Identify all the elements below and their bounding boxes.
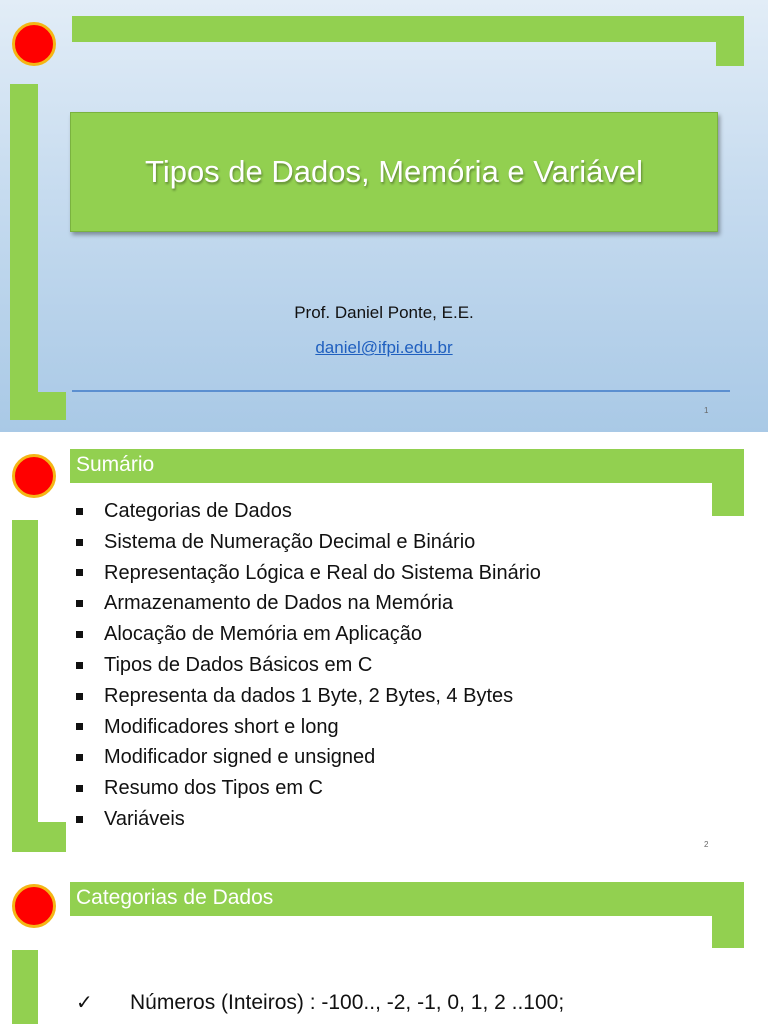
square-bullet-icon xyxy=(76,662,83,669)
slide-heading: Sumário xyxy=(76,453,155,476)
square-bullet-icon xyxy=(76,569,83,576)
square-bullet-icon xyxy=(76,508,83,515)
list-item: Representação Lógica e Real do Sistema Binário xyxy=(76,558,541,589)
top-right-green-bracket xyxy=(716,16,744,66)
left-green-bar xyxy=(10,84,38,420)
summary-slide xyxy=(0,436,768,856)
top-right-green-bracket xyxy=(712,449,744,516)
left-green-bar xyxy=(12,520,38,852)
checkmark-icon: ✓ xyxy=(76,992,93,1014)
bottom-left-green-bracket xyxy=(12,822,66,852)
page-number: 2 xyxy=(704,840,709,849)
list-item: Modificador signed e unsigned xyxy=(76,742,541,773)
list-item: Representa da dados 1 Byte, 2 Bytes, 4 Bytes xyxy=(76,681,541,712)
square-bullet-icon xyxy=(76,785,83,792)
square-bullet-icon xyxy=(76,631,83,638)
header-green-bar xyxy=(70,449,744,483)
list-item: Alocação de Memória em Aplicação xyxy=(76,619,541,650)
square-bullet-icon xyxy=(76,539,83,546)
list-item: Resumo dos Tipos em C xyxy=(76,773,541,804)
square-bullet-icon xyxy=(76,723,83,730)
list-item: Sistema de Numeração Decimal e Binário xyxy=(76,527,541,558)
list-item: Variáveis xyxy=(76,804,541,835)
list-item: ✓ Números (Inteiros) : -100.., -2, -1, 0, 1, 2 ..100; xyxy=(76,990,565,1014)
divider-line xyxy=(72,390,730,392)
square-bullet-icon xyxy=(76,754,83,761)
slide-title: Tipos de Dados, Memória e Variável xyxy=(145,154,643,189)
square-bullet-icon xyxy=(76,693,83,700)
top-right-green-bracket xyxy=(712,882,744,948)
red-circle-icon xyxy=(12,884,56,928)
top-green-bar xyxy=(72,16,744,42)
slide-heading: Categorias de Dados xyxy=(76,886,274,909)
list-item: Modificadores short e long xyxy=(76,712,541,743)
list-item: Categorias de Dados xyxy=(76,496,541,527)
left-green-bar xyxy=(12,950,38,1024)
title-box xyxy=(70,112,718,232)
title-slide xyxy=(0,0,768,432)
bottom-left-green-bracket xyxy=(10,392,66,420)
summary-list xyxy=(76,496,541,835)
email-link[interactable]: daniel@ifpi.edu.br xyxy=(315,338,453,357)
page-number: 1 xyxy=(704,406,709,415)
list-item: Tipos de Dados Básicos em C xyxy=(76,650,541,681)
categories-slide xyxy=(0,864,768,1024)
author-name: Prof. Daniel Ponte, E.E. xyxy=(294,303,474,322)
square-bullet-icon xyxy=(76,600,83,607)
square-bullet-icon xyxy=(76,816,83,823)
red-circle-icon xyxy=(12,22,56,66)
list-item: Armazenamento de Dados na Memória xyxy=(76,588,541,619)
red-circle-icon xyxy=(12,454,56,498)
